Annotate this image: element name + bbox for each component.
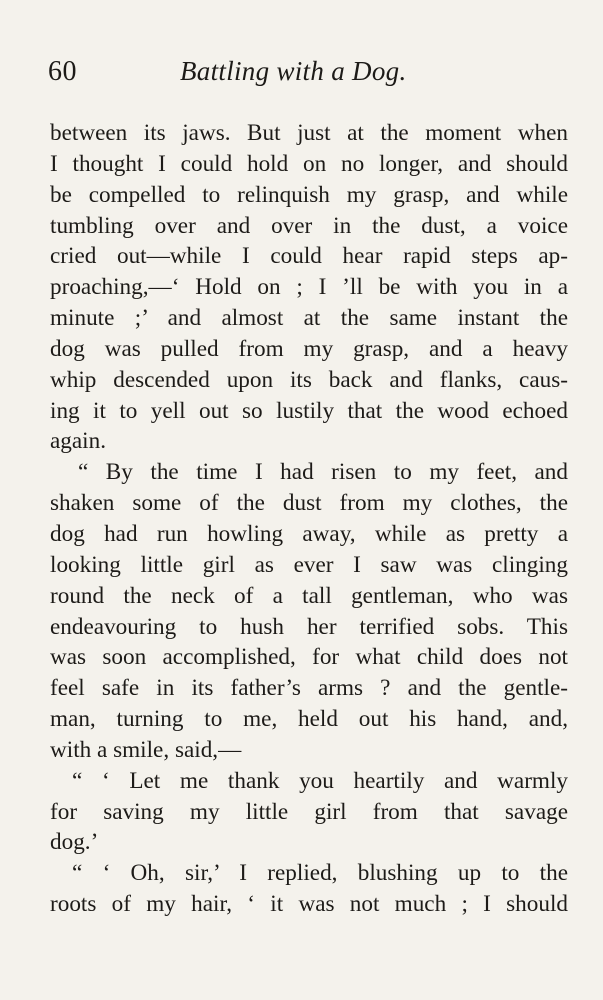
paragraph-first-line: “ ‘ Let me thank you heartily and warmly bbox=[72, 767, 568, 794]
text-line: shaken some of the dust from my clothes, the bbox=[50, 490, 568, 517]
text-line: be compelled to relinquish my grasp, and while bbox=[50, 181, 568, 208]
text-line: dog had run howling away, while as pretty a bbox=[50, 520, 568, 547]
text-line: was soon accomplished, for what child does not bbox=[50, 644, 568, 671]
text-line: dog was pulled from my grasp, and a heavy bbox=[50, 335, 568, 362]
text-line: man, turning to me, held out his hand, and, bbox=[50, 706, 568, 733]
text-line: whip descended upon its back and flanks, caus- bbox=[50, 366, 568, 393]
text-line: with a smile, said,— bbox=[50, 736, 242, 763]
text-line: proaching,—‘ Hold on ; I ’ll be with you in a bbox=[50, 274, 568, 301]
paragraph-first-line: “ ‘ Oh, sir,’ I replied, blushing up to the bbox=[72, 860, 568, 887]
page-number: 60 bbox=[48, 56, 77, 87]
text-line: I thought I could hold on no longer, and should bbox=[50, 150, 568, 177]
text-line: dog.’ bbox=[50, 829, 99, 856]
text-line: round the neck of a tall gentleman, who was bbox=[50, 582, 568, 609]
running-title: Battling with a Dog. bbox=[180, 56, 407, 86]
text-line: tumbling over and over in the dust, a voice bbox=[50, 212, 568, 239]
text-line: endeavouring to hush her terrified sobs. This bbox=[50, 613, 568, 640]
text-line: again. bbox=[50, 428, 107, 455]
text-line: looking little girl as ever I saw was clinging bbox=[50, 551, 568, 578]
paragraph-first-line: “ By the time I had risen to my feet, and bbox=[78, 459, 568, 486]
body-text bbox=[50, 118, 568, 920]
text-line: ing it to yell out so lustily that the wood echoed bbox=[50, 397, 568, 424]
text-line: cried out—while I could hear rapid steps ap- bbox=[50, 243, 568, 270]
text-line: between its jaws. But just at the moment when bbox=[50, 120, 568, 146]
text-line: for saving my little girl from that savage bbox=[50, 798, 568, 825]
page-header bbox=[48, 56, 568, 96]
text-line: minute ;’ and almost at the same instant the bbox=[50, 305, 568, 332]
text-line: feel safe in its father’s arms ? and the gentle- bbox=[50, 675, 568, 702]
text-line: roots of my hair, ‘ it was not much ; I should bbox=[50, 891, 568, 918]
